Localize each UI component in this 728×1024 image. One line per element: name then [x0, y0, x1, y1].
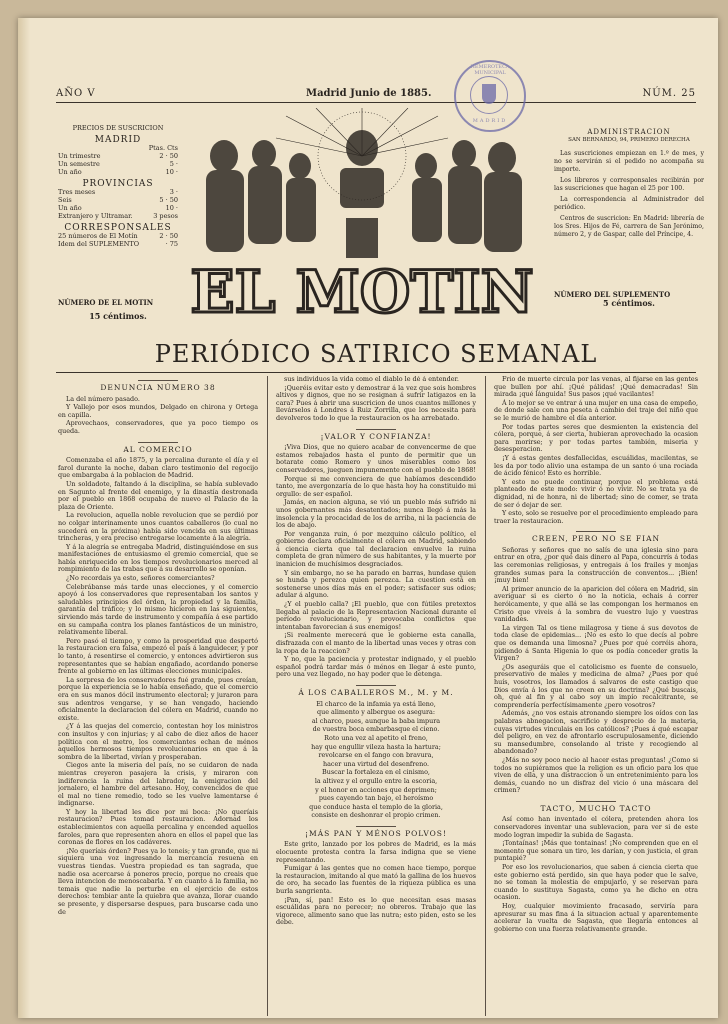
- mas-pan-heading: ¡MÁS PAN Y MÉNOS POLVOS!: [276, 826, 476, 838]
- provincias-price-list: [58, 188, 178, 220]
- price-row-label: Seis: [58, 196, 72, 204]
- admin-notices: [554, 150, 704, 239]
- madrid-heading: MADRID: [94, 135, 142, 145]
- paragraph: Y á la alegría se entregaba Madrid, distinguiéndose en sus manifestaciones de entusiasmo el gremio comercial, que se había enriquecido en los tiempos revolucionarios merced al rompimiento de las trabas que á su desarrollo se oponían.: [58, 542, 258, 574]
- date-label: Madrid Junio de 1885.: [306, 88, 432, 99]
- denuncia-text: [58, 396, 258, 436]
- issue-price: [58, 298, 178, 321]
- paragraph: Jamás, en nacion alguna, se vió un pueblo más sufrido ni unos gobernantes más desatentados; nunca llegó á más la insolencia y la procacidad de los de arriba, ni la paciencia de los de abajo.: [276, 498, 476, 530]
- price-row: [58, 232, 178, 240]
- paragraph: Y esto no puede continuar, porque el problema está planteado de este modo: vivir ó no vivir. No se trata ya de dignidad, ni de honra, ni de libertad; sino de comer, se trata de ser ó dejar de ser.: [494, 477, 698, 509]
- paragraph: Ciegos ante la miseria del país, no se cuidaron de nada mientras creyeron pasajera la crisis, y miraron con indiferencia la ruina del labrador, la emigracion del jornalero, el hambre del artesano. Hoy, convencidos de que el mal no tiene remedio, todo se les vuelve lamentarse é indignarse.: [58, 761, 258, 808]
- paragraph: Por eso los revolucionarios, que saben á ciencia cierta que este gobierno está perdido, sin que haya poder que le salve, no se toman la molestia de empujarlo, y se reservan para cuando lo sustituya Sagasta, como ya he dicho en otra ocasion.: [494, 863, 698, 902]
- supplement-price: 5 céntimos.: [603, 298, 655, 308]
- column-2: [276, 376, 476, 1016]
- subscription-title: PRECIOS DE SUSCRICION: [72, 124, 164, 132]
- paragraph: Señoras y señores que no salís de una iglesia sino para entrar en otra, ¿por qué dais dinero al Papa, concurrís á todas las ceremonias religiosas, y entregais á los frailes y monjas grandes sumas para la construcción de conventos... ¡Bien! ¡muy bien!: [494, 545, 698, 585]
- paragraph: ¿Y el pueblo calla? ¡El pueblo, que con fútiles pretextos llegaba al palacio de la Representacion Nacional durante el período revolucionario, y provocaba conflictos que intentaban favorecian á sus enemigos!: [276, 600, 476, 631]
- corresponsales-heading: CORRESPONSALES: [64, 223, 172, 233]
- paragraph: Y esto, solo se resuelve por el procedimiento empleado para traer la restauracion.: [494, 509, 698, 525]
- paragraph: ¿Y á las quejas del comercio, contestan hoy los ministros con insultos y con injurias; y al cabo de diez años de hacer política con el metro, los comerciantes echan de ménos aquellos hermosos tiempos revolucionarios en que á la sombra de la libertad, vivían y prosperaban.: [58, 722, 258, 761]
- paragraph: Un soldadote, faltando á la disciplina, se había sublevado en Sagunto al frente del enemigo, y la dinastía destronada por el pueblo en 1868 ocupaba de nuevo el Palacio de la plaza de Oriente.: [58, 479, 258, 511]
- verse-line: que conduce hasta el templo de la gloria,: [309, 802, 443, 811]
- paper-subtitle: PERIÓDICO SATIRICO SEMANAL: [154, 340, 598, 368]
- verse-line: hacer una virtud del desenfreno.: [322, 759, 430, 768]
- issue-price-label: NÚMERO DE EL MOTIN: [58, 298, 154, 307]
- price-row-label: Un trimestre: [58, 152, 101, 160]
- cholera-text: [494, 376, 698, 525]
- right-crowd: [412, 178, 442, 242]
- verse-line: la altivez y el orgullo entre la escoria,: [314, 776, 438, 785]
- price-row-label: Un semestre: [58, 160, 100, 168]
- provincias-heading: PROVINCIAS: [82, 179, 154, 189]
- paragraph: ¡Y á estas gentes desfallecidas, escuálidas, macilentas, se les da por todo alivio una estampa de un santo ó una rociada de ácido fénico! Esto es horrible.: [494, 453, 698, 478]
- price-row-value: 5 ·: [169, 160, 178, 168]
- admin-title: ADMINISTRACION: [587, 128, 671, 136]
- paragraph: Así como han inventado el cólera, pretenden ahora los conservadores inventar una sublevacion, para ver si de este modo logran impedir la subida de Sagasta.: [494, 815, 698, 839]
- paragraph: La revolucion, aquella noble revolucion que se perdió por no colgar interinamente unos cuantos caballeros (lo cual no sucederá en la próxima) había sido vencida en sus últimas trincheras, y era preciso entregarse locamente á la alegría.: [58, 511, 258, 543]
- price-row: [58, 168, 178, 176]
- price-row-value: 10 ·: [165, 204, 178, 212]
- price-row-value: 2 · 50: [159, 152, 178, 160]
- verse-line: Roto una vez al apetito el freno,: [324, 733, 428, 742]
- administration-box: [554, 128, 704, 307]
- year-label: AÑO V: [56, 88, 96, 99]
- paragraph: Hoy, cualquier movimiento fracasado, serviría para apresurar su mas fina á la situacion actual y aparentemente acelerar la vuelta de Sagasta, que llegaría entonces al gobierno con una fuerza relativamente grande.: [494, 902, 698, 933]
- paragraph: Al primer anuncio de la aparicion del cólera en Madrid, sin averiguar si es cierto ó no la noticia, echais á correr heróicamente, y que allá se las compongan los hermanos en Cristo que viveis á la sombra de vuestro lujo y vuestras vanidades.: [494, 584, 698, 624]
- column-3: [494, 376, 698, 1016]
- price-row: [58, 240, 178, 248]
- verse-line: consiste en deshonrar el propio crimen.: [311, 811, 441, 820]
- header-rule: [56, 102, 696, 103]
- paragraph: Y no, que la paciencia y protestar indignado, y el pueblo español podrá tardar más ó ménos en llegar á este punto, pero una vez llegado, no hay poder que le detenga.: [276, 655, 476, 679]
- valor-heading: ¡VALOR Y CONFIANZA!: [276, 429, 476, 441]
- paragraph: La sorpresa de los conservadores fué grande, pues creían, porque la experiencia se lo había enseñado, que el comercio era en sus manos dócil instrumento electoral; y juraron para sus adentros vengarse, y se han vengado, haciendo oficialmente la declaracion del cólera en Madrid, cuando no existe.: [58, 675, 258, 722]
- paragraph: La correspondencia al Administrador del periódico.: [554, 196, 704, 211]
- paragraph: Por todas partes seres que desmienten la existencia del cólera, porque, á ser cierta, hubieran aprovechado la ocasion para morirse; y por todas partes también, miseria y desesperacion.: [494, 422, 698, 454]
- paragraph: ¡Si realmente merecerá que le gobierne esta canalla, disfrazada con el manto de la libertad unas veces y otras con la ropa de la reaccion?: [276, 631, 476, 655]
- paragraph: Celebrábanse más tarde unas elecciones, y el comercio apoyó á los conservadores que representaban los santos y saludables principios del órden, la propiedad y la familia, garantía del tráfico; y lo mismo hicieron en las siguientes, sirviendo más tarde de instrumento y compañía á ese partido en su campaña contra los planes fantásticos de un ministro, relativamente liberal.: [58, 582, 258, 637]
- verse-line: al charco, pues, aunque la baba impura: [311, 716, 441, 725]
- paragraph: Aprovechaos, conservadores, que ya poco tiempo os queda.: [58, 419, 258, 435]
- mas-pan-text: [276, 841, 476, 927]
- stamp-bottom-text: MADRID: [472, 118, 508, 124]
- price-row: [58, 196, 178, 204]
- paragraph: ¡Queréis evitar esto y demostrar á la vez que sois hombres altivos y dignos, que no se resignan á sufrir latigazos en la cara? Pues á abrir una suscricion de unos cuantos millones y llevárselos á Londres á Ruiz Zorrilla, que los necesita para devolveros todo lo que la restauracion os ha arrebatado.: [276, 383, 476, 422]
- price-row-value: · 75: [165, 240, 178, 248]
- paragraph: Y hoy la libertad les dice por mi boca: ¡No queríais restauracion? Pues tomad restauracion. Adornad los establecimientos con aquella percalina y encended aquellos faroles, para que representen ahora en ellos el papel que las coronas de flores en los cadáveres.: [58, 807, 258, 847]
- price-row: [58, 212, 178, 220]
- paragraph: Y sin embargo, no se ha parado en barras, hundase quien se hunda y perezca quien perezca. La cuestion está en sostenerse unos días más en el poder; satisfacer sus odios; adular á alguno.: [276, 568, 476, 600]
- valor-text: [276, 444, 476, 679]
- price-row-value: 5 · 50: [159, 196, 178, 204]
- issue-number: NÚM. 25: [642, 88, 696, 99]
- masthead-title: EL MOTIN: [190, 258, 534, 326]
- subtitle-rule: [56, 372, 696, 373]
- paragraph: ¡No queríais órden? Pues ya lo teneis; y tan grande, que ni siquiera una voz ingresando la mercancía resuena en vuestras tiendas. Vuestra propiedad es tan sagrada, que nadie osa acercarse á poneros precio, porque no creais que lleva intencion de menoscabarla. Y en cuanto á la familia, no temais que nadie la perturbe en el ejercicio de estos derechos: tembiar ante la quiebra que avanza, llorar cuando se presente, y dispersarse despues, para buscarse cada uno de: [58, 846, 258, 916]
- creen-text: [494, 547, 698, 795]
- price-row: [58, 204, 178, 212]
- creen-heading: CREEN, PERO NO SE FIAN: [494, 531, 698, 543]
- paragraph: Fumigar á las gentes que no comen hace tiempo, porque la restauracion, imitando al que mató la gallina de los huevos de oro, ha secado las fuentes de la riqueza pública es una burla sangrienta.: [276, 864, 476, 896]
- paragraph: sus individuos la vida como el diablo le dé á entender.: [284, 376, 459, 383]
- paragraph: La virgen Tal os tiene milagrosa y tiene á sus devotos de toda clase de epidemias... ¡No es esto lo que decís al pobre que os demanda una limosna? ¿Pues por qué corréis ahora, pidiendo á Santa Higenia lo que os podía conceder gratis la Virgen?: [494, 623, 698, 663]
- paragraph: ¿No recordais ya esto, señores comerciantes?: [66, 574, 215, 583]
- paragraph: Los libreros y corresponsales recibirán por las suscriciones que hagan el 25 por 100.: [554, 177, 704, 192]
- newspaper-page: [18, 18, 718, 1018]
- central-figure: [346, 130, 378, 166]
- price-row: [58, 160, 178, 168]
- tacto-text: [494, 816, 698, 933]
- price-row-label: Un año: [58, 168, 82, 176]
- supplement-label: NÚMERO DEL SUPLEMENTO: [554, 290, 671, 299]
- paragraph: Además, ¿no vos estais atronando siempre los oídos con las palabras abnegacion, sacrificio y desprecio de la materia, cuyas virtudes vinculais en los católicos? ¡Pues á qué escapar del peligro, en vez de afrontarlo escrupulosamente, diciendo su mansedumbre, consolando al triste y recogiendo al abandonado?: [494, 709, 698, 756]
- paragraph: ¿Os aseguráis que el catolicismo es fuente de consuelo, preservativo de males y medicina de alma? ¿Pues por qué huís, vosotros, los llamados á salvaros de este castigo que Dios envía á los que no creen en su doctrina? ¿Qué buscais, oh, qué al fin y al cabo soy un impío recalcitrante, se comprendería perfectísimamente ¿pero vosotros?: [494, 662, 698, 709]
- tacto-heading: TACTO, MUCHO TACTO: [494, 801, 698, 813]
- price-row-value: 10 ·: [165, 168, 178, 176]
- price-row-value: 2 · 50: [159, 232, 178, 240]
- verse-line: que alimento y albergue os asegura:: [316, 708, 436, 717]
- price-row-label: Extranjero y Ultramar.: [58, 212, 133, 220]
- paragraph: La del número pasado.: [66, 394, 140, 403]
- paragraph: Centros de suscricion: En Madrid: librería de los Sres. Hijos de Fé, carrera de San Jerónimo, número 2, y de Gaspar, calle del Príncipe, 4.: [554, 215, 704, 238]
- paragraph: Porque si me convenciera de que habíamos descendido tanto, me avergonzaría de lo que hasta hoy ha constituido mi orgullo: de ser español.: [276, 474, 476, 498]
- price-row-value: 3 ·: [169, 188, 178, 196]
- price-row-label: Idem del SUPLEMENTO: [58, 240, 140, 248]
- paragraph: ¡Tontaínas! ¡Más que tontainas! ¡No comprenden que en el momento que sonara un tiro, les darían, y con justicia, el gran puntapié?: [494, 839, 698, 863]
- verse-line: El charco de la infamia ya está lleno,: [316, 699, 436, 708]
- paragraph: ¡Pan, sí, pan! Esto es lo que necesitan esas masas escuálidas para no perecer; no obreros. Trabajo que las vigorece, alimento sano que las nutra; esto piden, esto se les debe.: [276, 895, 476, 927]
- paragraph: Pero pasó el tiempo, y como la prosperidad que despertó la restauracion era falsa, empezó el país á languidecer, y por lo tanto, á resentirse el comercio, y entonces advirtieron sus representantes que se habían engañado, acordando ponerse frente al gobierno en las últimas elecciones municipales.: [58, 636, 258, 676]
- verse-line: hay que engullir vileza hasta la hartura;: [311, 742, 441, 751]
- column-divider: [485, 376, 486, 1016]
- al-comercio-continued: [276, 376, 476, 423]
- admin-address: SAN BERNARDO, 94, PRIMERO DERECHA: [568, 137, 690, 143]
- issue-price-value: 15 céntimos.: [89, 311, 147, 321]
- price-row-value: 3 pesos: [153, 212, 178, 220]
- madrid-unit: Ptas. Cts: [148, 144, 178, 152]
- article-columns: [56, 376, 700, 1016]
- paragraph: Y Vallejo por esos mundos, Delgado en chirona y Ortega en capilla.: [58, 403, 258, 419]
- paragraph: ¡Viva Dios, que no quiero acabar de convencerme de que estamos rebajados hasta el punto de permitir que un botarate como Romero y unos miserables como los conservadores, jueguen impunemente con el pueblo de 1868!: [276, 443, 476, 474]
- column-1: [58, 376, 258, 1016]
- stamp-top-text: HEMEROTECA MUNICIPAL: [470, 64, 510, 76]
- price-row: [58, 188, 178, 196]
- price-row-label: Un año: [58, 204, 82, 212]
- paragraph: Por venganza ruin, ó por mezquino cálculo político, el gobierno declara oficialmente el cólera en Madrid, sabiendo á ciencia cierta que tal declaracion envuelve la ruina completa de gran número de sus habitantes, y la muerte por inanicion de muchísimos desgraciados.: [276, 529, 476, 569]
- denuncia-heading: DENUNCIA NÚMERO 38: [58, 380, 258, 392]
- al-comercio-heading: AL COMERCIO: [58, 442, 258, 454]
- paragraph: Las suscriciones empiezan en 1.º de mes, y no se servirán si el pedido no acompaña su importe.: [554, 150, 704, 173]
- verse-line: de vuestra boca embarbasque el cieno.: [312, 725, 440, 734]
- madrid-price-list: [58, 152, 178, 176]
- al-comercio-text: [58, 457, 258, 916]
- shield-icon: [482, 84, 496, 104]
- masthead-illustration: [176, 108, 548, 330]
- caballeros-heading: Á LOS CABALLEROS M., M. y M.: [276, 685, 476, 697]
- verse-line: y el honor en acciones que deprimen;: [315, 785, 437, 794]
- column-divider: [267, 376, 268, 1016]
- subscription-prices: [58, 124, 178, 248]
- paragraph: Frio de muerte circula por las venas, al fijarse en las gentes que bullen por ahí. ¡Qué pálidas! ¡Qué demacradas! Sin mirada ¡qué lánguida! Sus pasos ¡qué vacilantes!: [494, 376, 698, 399]
- price-row-label: Tres meses: [58, 188, 96, 196]
- pedestal: [346, 218, 378, 258]
- price-row: [58, 152, 178, 160]
- paragraph: Á lo mejor se ve entrar á una mujer en una casa de empeño, de donde sale con una peseta á cambio del traje del niño que se le murió de hambre el día anterior.: [494, 398, 698, 422]
- price-row-label: 25 números de El Motín: [58, 232, 138, 240]
- left-crowd: [206, 170, 244, 252]
- paragraph: ¿Más no soy poco necio al hacer estas preguntas! ¿Como si todos no supiéramos que la religion es un oficio para los que viven de ella, y una distraccion ó un entretenimiento para los demás, cuando no un disfraz del vicio ó una máscara del crimen?: [494, 755, 698, 795]
- verse-line: revolcarse en el fango con bravura,: [318, 751, 434, 760]
- paragraph: Este grito, lanzado por los pobres de Madrid, es la más elocuente protesta contra la farsa indigna que se viene representando.: [276, 840, 476, 864]
- paragraph: Comenzaba el año 1875, y la percalina durante el día y el farol durante la noche, daban claro testimonio del regocijo que embargaba á la poblacion de Madrid.: [58, 456, 258, 480]
- verse-line: pues cayendo tan bajo, el heroísmo: [318, 794, 434, 803]
- verse-line: Buscar la fortaleza en el cinismo,: [322, 768, 430, 777]
- sonnet-verses: [276, 701, 476, 820]
- corresponsales-price-list: [58, 232, 178, 248]
